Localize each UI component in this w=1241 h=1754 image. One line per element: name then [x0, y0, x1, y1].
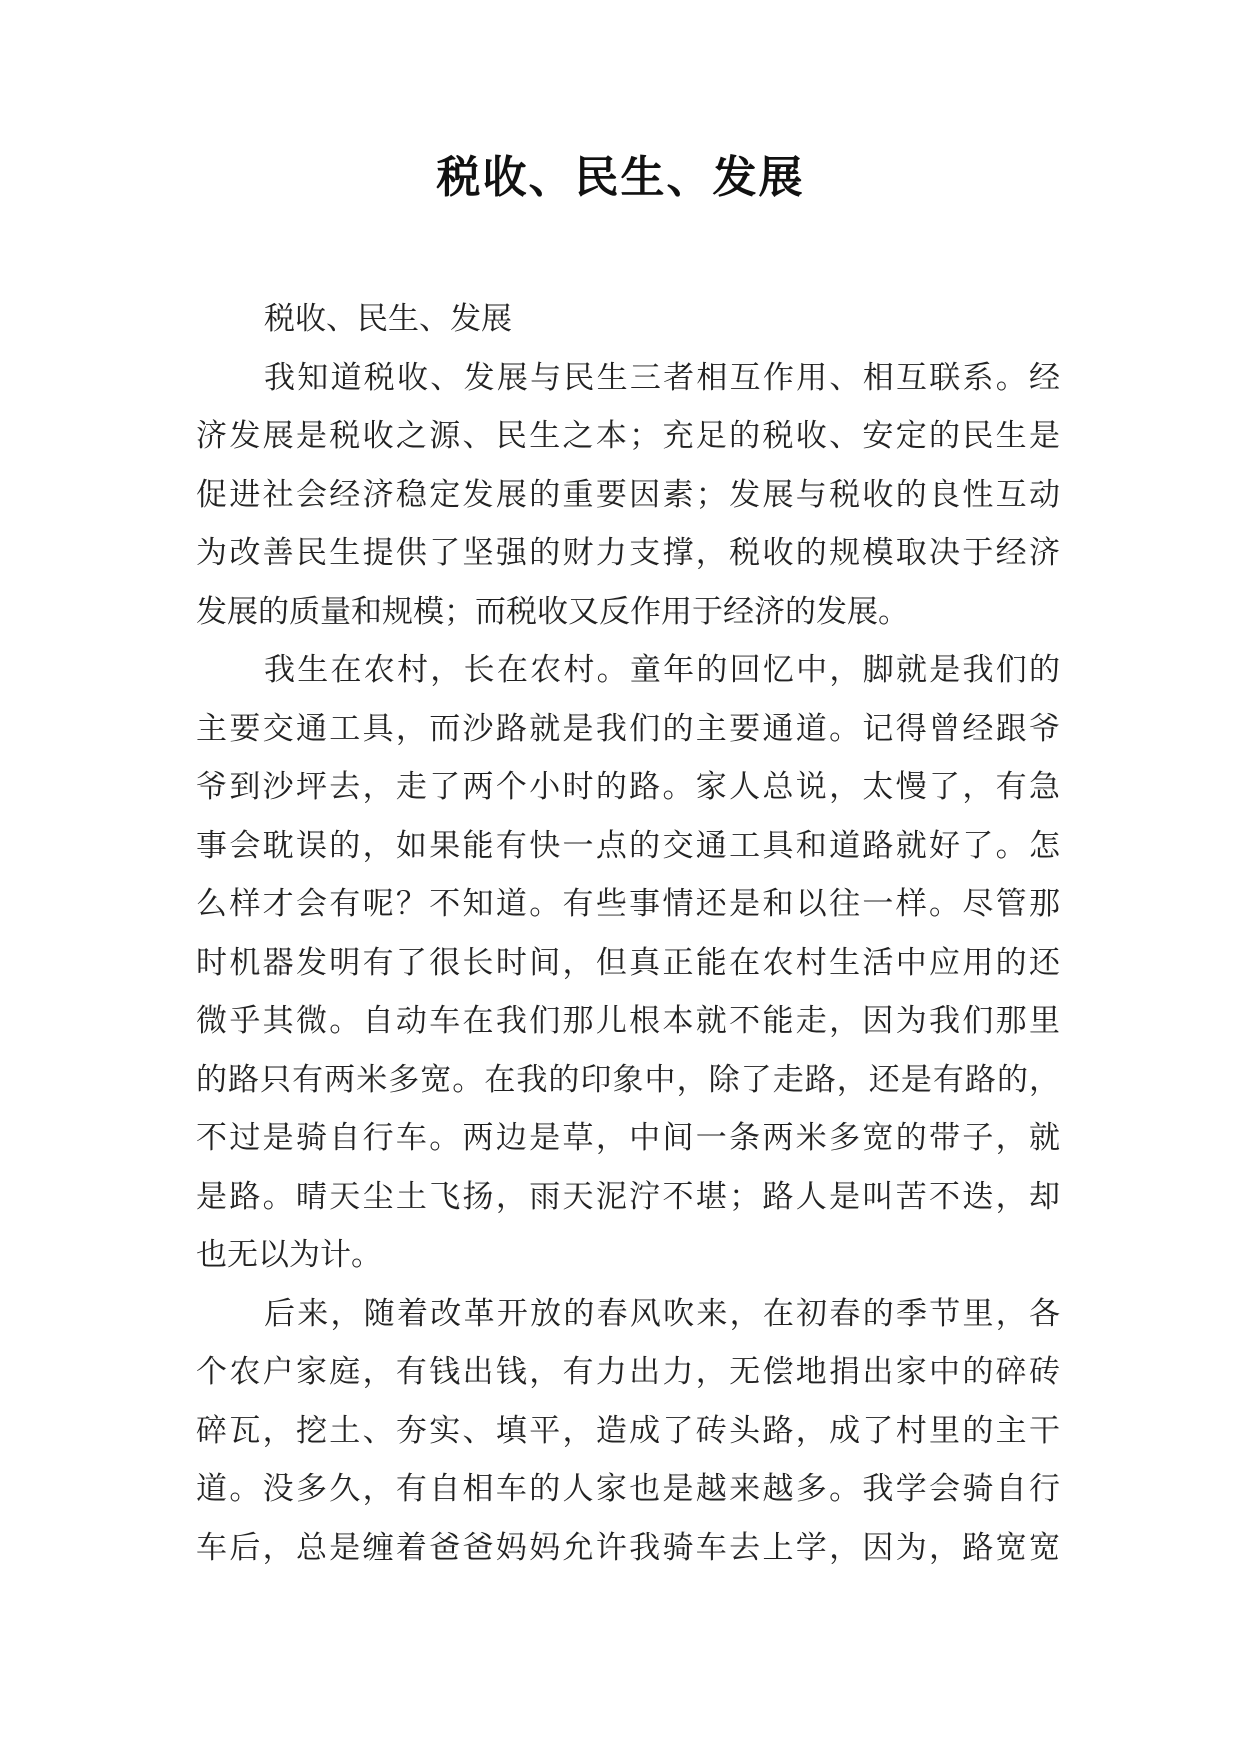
text-line: 微乎其微。自动车在我们那儿根本就不能走，因为我们那里 — [196, 1003, 1060, 1039]
text-line: 的路只有两米多宽。在我的印象中，除了走路，还是有路的， — [196, 1061, 1060, 1098]
text-line: 为改善民生提供了坚强的财力支撑，税收的规模取决于经济 — [196, 535, 1060, 571]
text-line: 济发展是税收之源、民生之本；充足的税收、安定的民生是 — [196, 418, 1060, 454]
paragraph — [196, 349, 1060, 642]
text-line: 碎瓦，挖土、夯实、填平，造成了砖头路，成了村里的主干 — [196, 1412, 1060, 1449]
document-title: 税收、民生、发展 — [436, 152, 805, 203]
text-line: 我知道税收、发展与民生三者相互作用、相互联系。经 — [264, 359, 1060, 396]
text-line: 道。没多久，有自相车的人家也是越来越多。我学会骑自行 — [196, 1471, 1060, 1507]
paragraph — [196, 641, 1060, 1285]
text-line: 时机器发明有了很长时间，但真正能在农村生活中应用的还 — [196, 944, 1060, 981]
text-line: 么样才会有呢？不知道。有些事情还是和以往一样。尽管那 — [196, 886, 1060, 922]
text-line: 税收、民生、发展 — [264, 301, 512, 337]
text-line: 发展的质量和规模；而税收又反作用于经济的发展。 — [196, 593, 909, 630]
text-line: 后来，随着改革开放的春风吹来，在初春的季节里，各 — [264, 1295, 1060, 1332]
text-line: 车后，总是缠着爸爸妈妈允许我骑车去上学，因为，路宽宽 — [196, 1529, 1060, 1566]
paragraph — [196, 290, 1060, 349]
text-line: 事会耽误的，如果能有快一点的交通工具和道路就好了。怎 — [196, 827, 1060, 864]
text-line: 不过是骑自行车。两边是草，中间一条两米多宽的带子，就 — [196, 1120, 1060, 1156]
text-line: 主要交通工具，而沙路就是我们的主要通道。记得曾经跟爷 — [196, 710, 1060, 747]
text-line: 个农户家庭，有钱出钱，有力出力，无偿地捐出家中的碎砖 — [196, 1354, 1060, 1390]
paragraph — [196, 1285, 1060, 1578]
text-line: 我生在农村，长在农村。童年的回忆中，脚就是我们的 — [264, 652, 1060, 688]
text-line: 促进社会经济稳定发展的重要因素；发展与税收的良性互动 — [196, 476, 1060, 513]
text-line: 爷到沙坪去，走了两个小时的路。家人总说，太慢了，有急 — [196, 769, 1060, 805]
text-line: 也无以为计。 — [196, 1237, 382, 1273]
text-line: 是路。晴天尘土飞扬，雨天泥泞不堪；路人是叫苦不迭，却 — [196, 1178, 1060, 1215]
document-body — [196, 290, 1060, 1577]
